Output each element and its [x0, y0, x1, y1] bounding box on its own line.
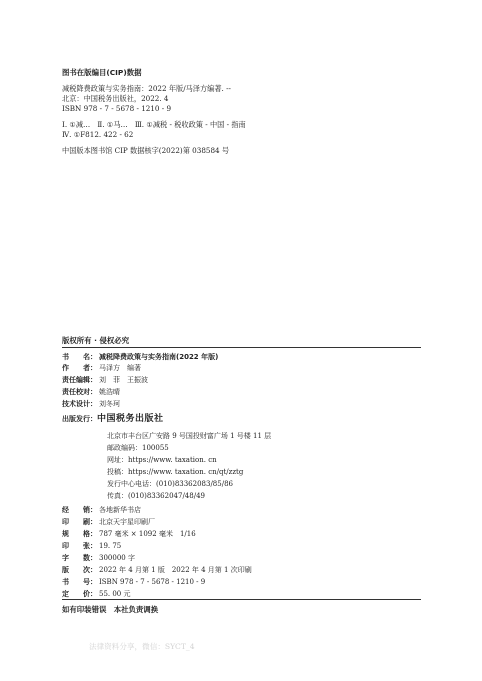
field-value: 马泽方 编著 — [99, 364, 141, 372]
field-label: 技术设计： — [62, 400, 97, 408]
field-label: 书 号： — [62, 578, 97, 586]
field-distributor — [62, 505, 141, 515]
field-label: 定 价： — [62, 590, 97, 598]
field-value: 各地新华书店 — [99, 506, 141, 514]
cip-line-publisher: 北京：中国税务出版社，2022. 4 — [62, 94, 169, 103]
field-value: 刘 菲 王振波 — [99, 376, 148, 384]
field-label: 责任校对： — [62, 388, 97, 396]
field-label: 规 格： — [62, 530, 97, 538]
cip-line-isbn: ISBN 978 - 7 - 5678 - 1210 - 9 — [62, 104, 172, 113]
field-value: 787 毫米 × 1092 毫米 1/16 — [99, 530, 196, 538]
publisher-phone: 发行中心电话：(010)83362083/85/86 — [107, 480, 233, 488]
publisher-fax: 传真：(010)83362047/48/49 — [107, 492, 205, 500]
field-label: 书 名： — [62, 353, 97, 361]
field-label: 责任编辑： — [62, 376, 97, 384]
publisher-submission: 投稿：https://www. taxation. cn/qt/zztg — [107, 468, 244, 476]
field-publisher — [62, 414, 164, 424]
field-label: 印 刷： — [62, 518, 97, 526]
cip-line-record: 中国版本图书馆 CIP 数据核字(2022)第 038584 号 — [62, 146, 230, 155]
publisher-website: 网址：https://www. taxation. cn — [107, 456, 217, 464]
field-label: 作 者： — [62, 364, 97, 372]
field-printer — [62, 517, 155, 527]
field-label: 经 销： — [62, 506, 97, 514]
publisher-postcode: 邮政编码：100055 — [107, 444, 169, 452]
watermark: 法律资料分享，微信：SYCT_4 — [89, 642, 195, 651]
field-label: 字 数： — [62, 554, 97, 562]
field-sheets — [62, 541, 121, 551]
field-value: 19. 75 — [99, 542, 122, 550]
field-format — [62, 529, 196, 539]
field-value: 55. 00 元 — [99, 590, 131, 598]
field-value: ISBN 978 - 7 - 5678 - 1210 - 9 — [99, 578, 206, 586]
field-label: 印 张： — [62, 542, 97, 550]
field-author — [62, 363, 141, 373]
publisher-logo: 中国税务出版社 — [97, 414, 164, 424]
field-label: 出版发行： — [62, 415, 97, 423]
field-book-title — [62, 352, 218, 362]
field-label: 版 次： — [62, 566, 97, 574]
bottom-rule — [62, 599, 421, 600]
cip-line-subjects: Ⅰ. ①减… Ⅱ. ①马… Ⅲ. ①减税 - 税收政策 - 中国 - 指南 — [62, 120, 246, 129]
print-error-notice: 如有印装错误 本社负责调换 — [62, 605, 159, 614]
field-value: 2022 年 4 月第 1 版 2022 年 4 月第 1 次印刷 — [99, 566, 252, 574]
cip-line-title: 减税降费政策与实务指南：2022 年版/马泽方编著. -- — [62, 84, 231, 93]
field-technical-design — [62, 399, 120, 409]
field-proofreader — [62, 387, 120, 397]
field-price — [62, 589, 131, 599]
copyright-notice: 版权所有 · 侵权必究 — [62, 336, 130, 345]
field-value: 姚浩晴 — [99, 388, 120, 396]
field-isbn — [62, 577, 205, 587]
field-word-count — [62, 553, 135, 563]
field-edition — [62, 565, 252, 575]
field-value: 北京天宇星印刷厂 — [99, 518, 155, 526]
cip-line-classification: Ⅳ. ①F812. 422 - 62 — [62, 130, 134, 139]
cip-title: 图书在版编目(CIP)数据 — [62, 68, 142, 77]
field-value: 300000 字 — [99, 554, 135, 562]
field-value: 刘冬珂 — [99, 400, 120, 408]
publisher-address: 北京市丰台区广安路 9 号国投财富广场 1 号楼 11 层 — [107, 432, 272, 440]
field-value: 减税降费政策与实务指南(2022 年版) — [99, 353, 219, 361]
top-rule — [62, 347, 421, 348]
field-editor — [62, 375, 148, 385]
